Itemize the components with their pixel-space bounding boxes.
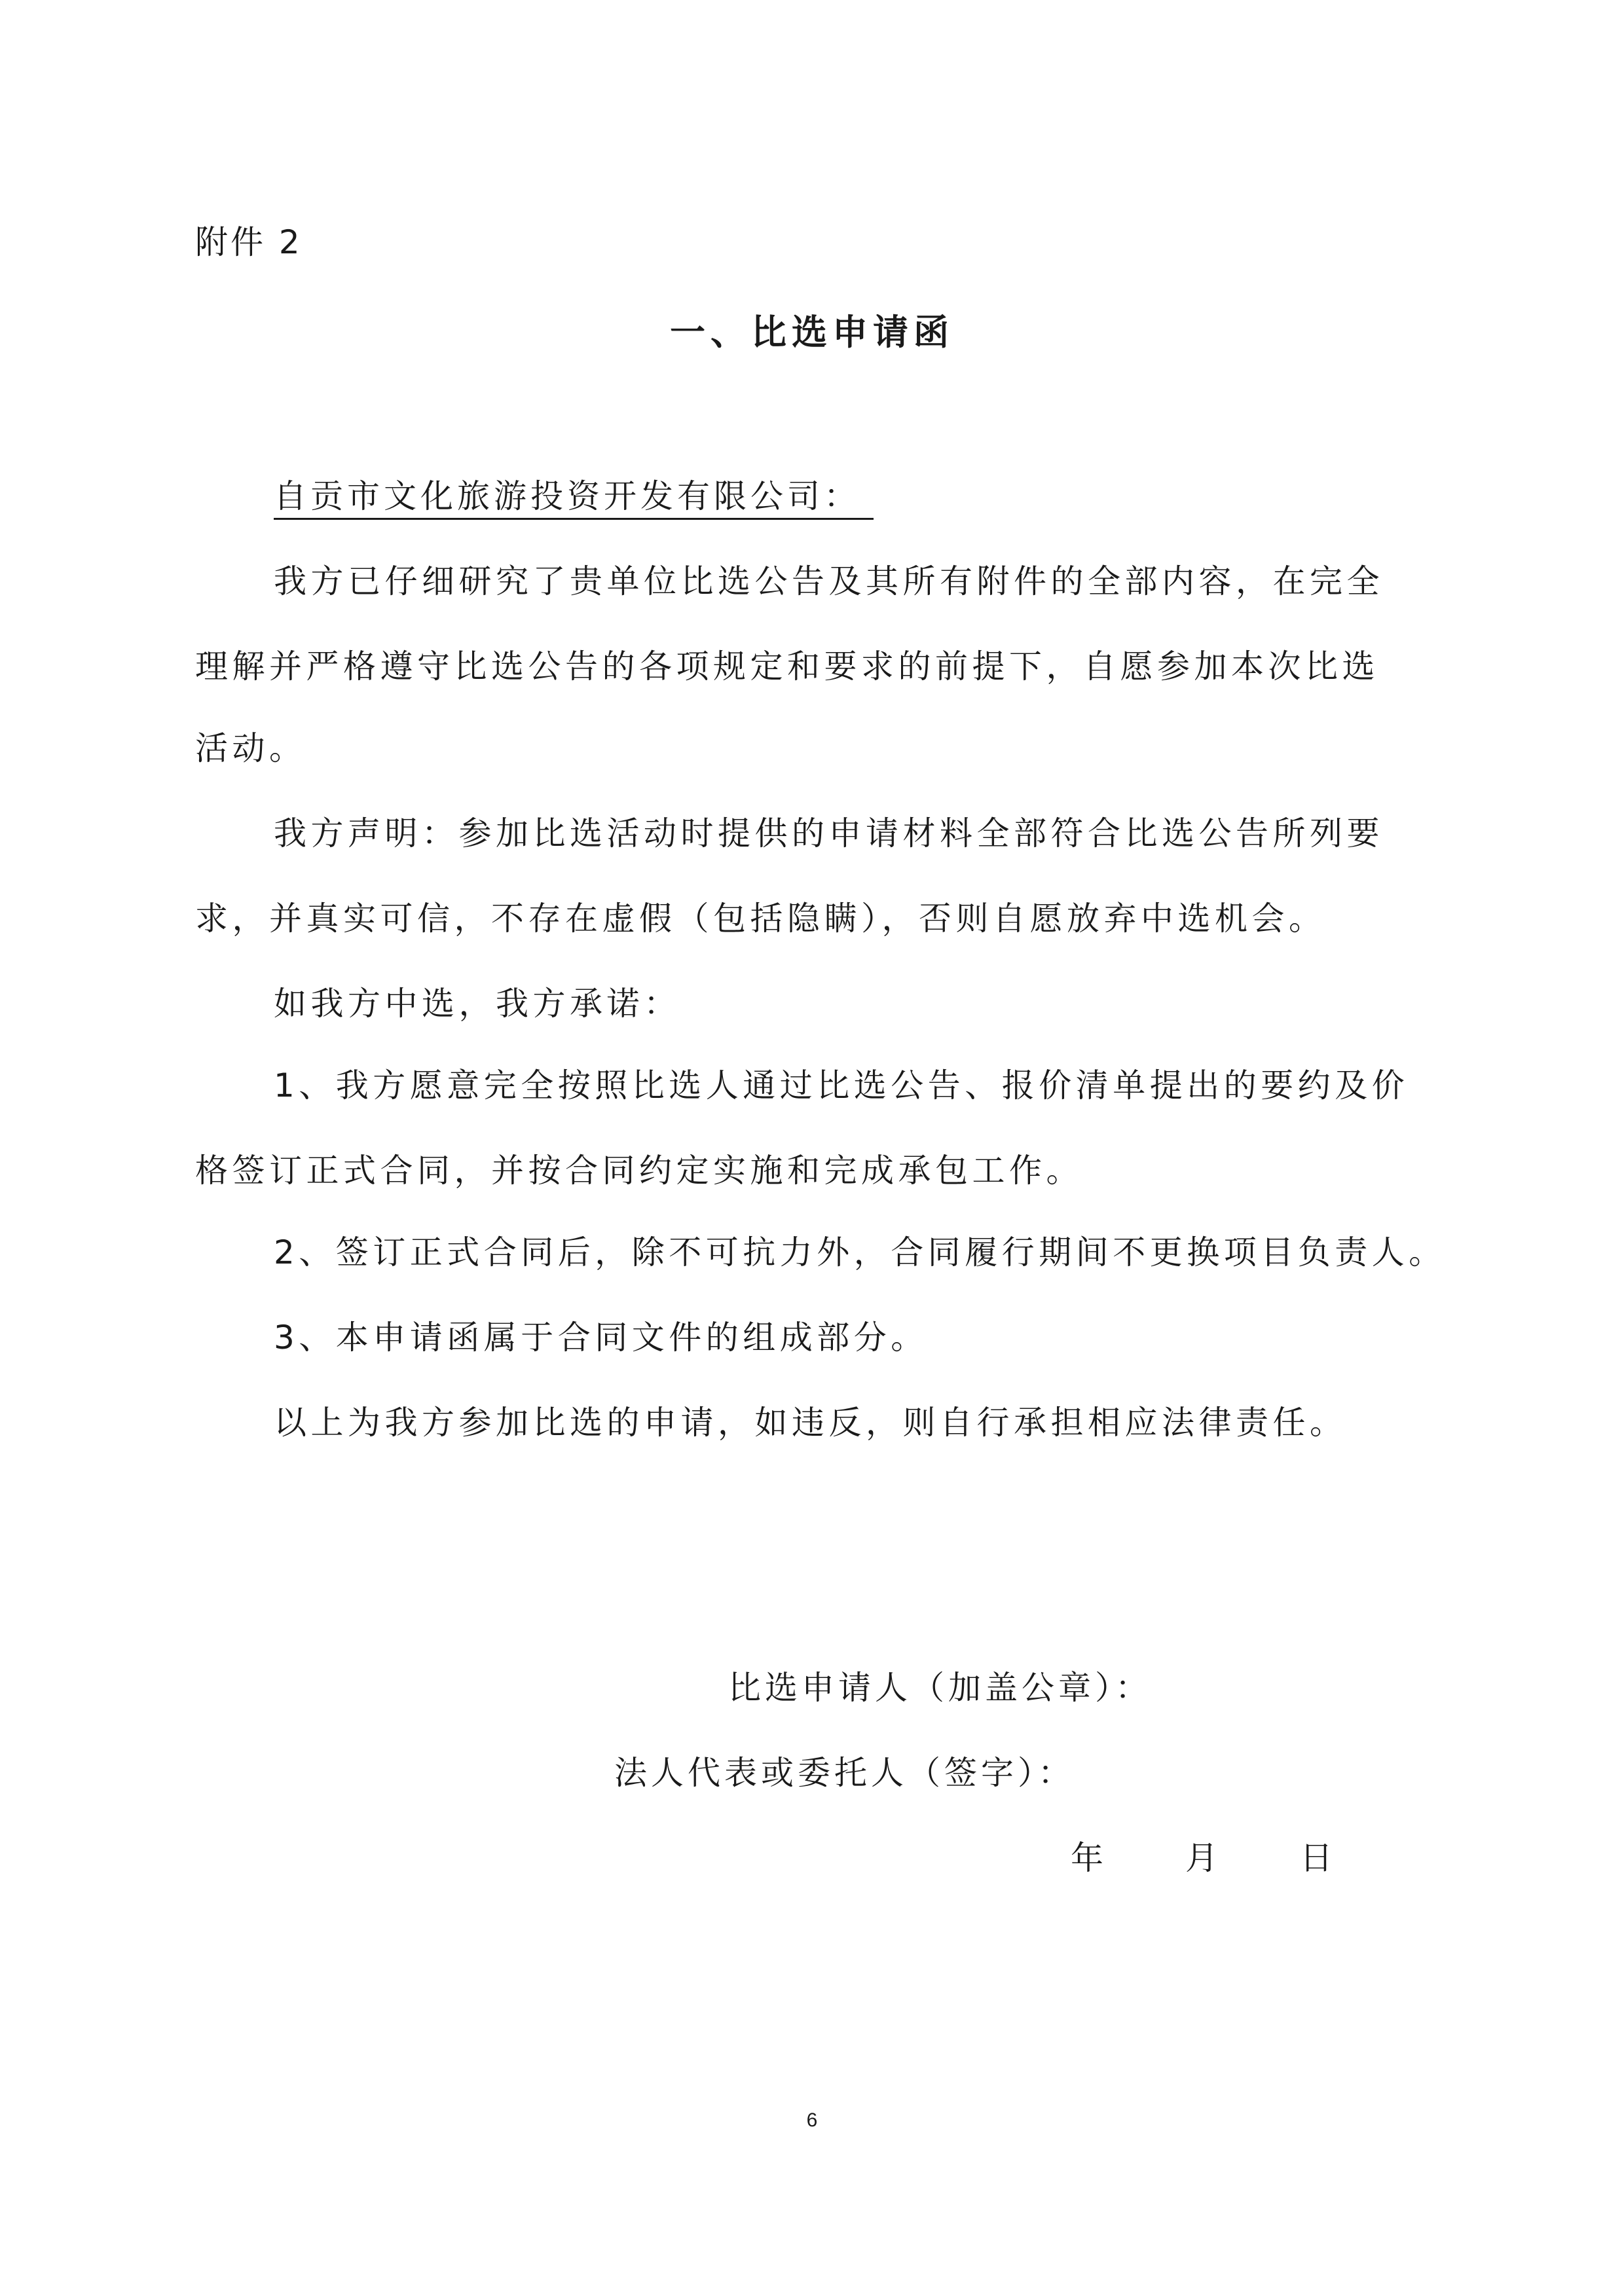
commitment-3: 3、本申请函属于合同文件的组成部分。 — [274, 1319, 928, 1357]
paragraph-1-line-2: 理解并严格遵守比选公告的各项规定和要求的前提下，自愿参加本次比选 — [195, 647, 1379, 685]
paragraph-3: 如我方中选，我方承诺： — [274, 985, 681, 1023]
commitment-1-line-2: 格签订正式合同，并按合同约定实施和完成承包工作。 — [195, 1152, 1083, 1190]
addressee: 自贡市文化旅游投资开发有限公司： — [274, 475, 874, 520]
date-year: 年 — [1071, 1839, 1103, 1877]
closing-statement: 以上为我方参加比选的申请，如违反，则自行承担相应法律责任。 — [274, 1404, 1347, 1442]
paragraph-2-line-1: 我方声明：参加比选活动时提供的申请材料全部符合比选公告所列要 — [274, 814, 1384, 852]
paragraph-1-line-3: 活动。 — [195, 729, 306, 767]
commitment-2: 2、签订正式合同后，除不可抗力外，合同履行期间不更换项目负责人。 — [274, 1233, 1446, 1271]
date-day: 日 — [1300, 1839, 1333, 1877]
document-title: 一、比选申请函 — [670, 312, 954, 353]
paragraph-1-line-1: 我方已仔细研究了贵单位比选公告及其所有附件的全部内容，在完全 — [274, 562, 1384, 600]
page-number: 6 — [806, 2109, 818, 2131]
paragraph-2-line-2: 求，并真实可信，不存在虚假（包括隐瞒），否则自愿放弃中选机会。 — [195, 900, 1326, 938]
representative-signature-line: 法人代表或委托人（签字）： — [614, 1754, 1075, 1792]
commitment-1-line-1: 1、我方愿意完全按照比选人通过比选公告、报价清单提出的要约及价 — [274, 1066, 1409, 1104]
applicant-seal-line: 比选申请人（加盖公章）： — [728, 1669, 1152, 1707]
date-month: 月 — [1185, 1839, 1218, 1877]
attachment-label: 附件 2 — [195, 223, 303, 261]
